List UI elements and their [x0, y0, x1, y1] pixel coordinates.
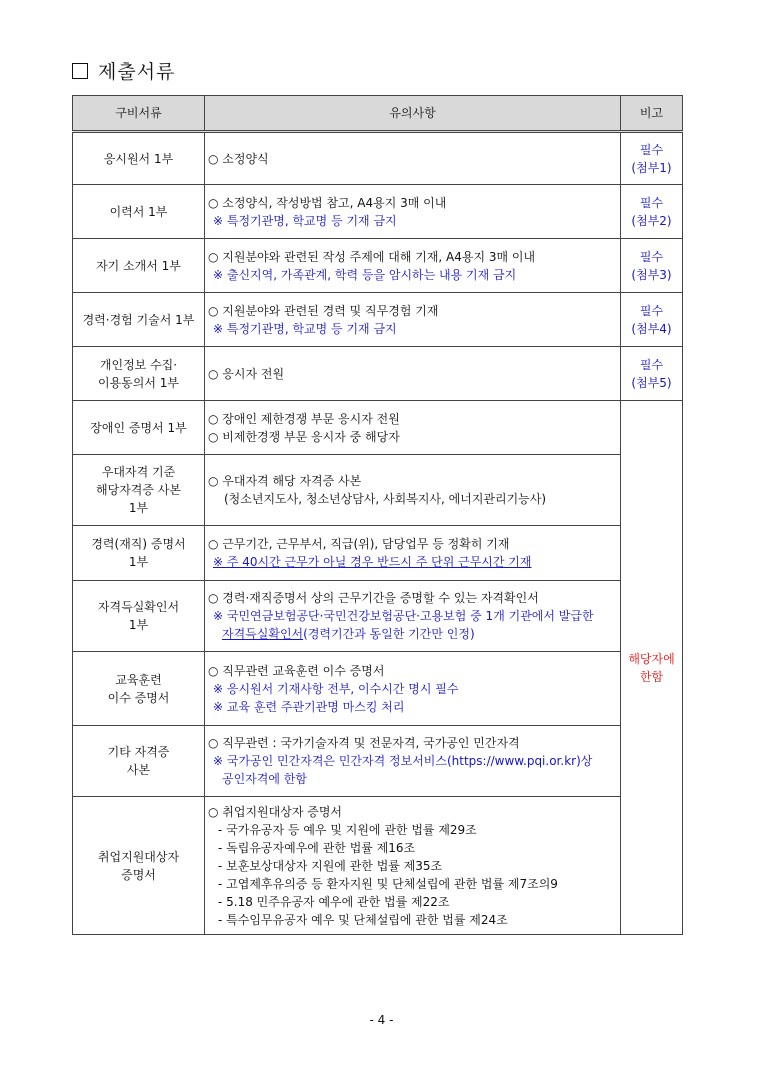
note-line: ○ 직무관련 : 국가기술자격 및 전문자격, 국가공인 민간자격 [208, 736, 520, 750]
doc-name: 경력(재직) 증명서 1부 [73, 526, 205, 581]
note-line: ○ 소정양식, 작성방법 참고, A4용지 3매 이내 [208, 195, 447, 210]
doc-name: 자격득실확인서 1부 [73, 581, 205, 652]
notes-cell [205, 239, 621, 293]
table-row [73, 652, 683, 726]
note-line: ○ 취업지원대상자 증명서 [208, 804, 343, 819]
note-warning: ※ 주 40시간 근무가 아닐 경우 반드시 주 단위 근무시간 기재 [213, 555, 532, 569]
documents-table [72, 95, 683, 935]
table-row [73, 132, 683, 185]
merged-remark-cell: 해당자에 한함 [621, 401, 683, 935]
note-warning: ※ 특정기관명, 학교명 등 기재 금지 [213, 213, 397, 228]
table-row [73, 239, 683, 293]
doc-name: 이력서 1부 [73, 185, 205, 239]
note-line: ○ 직무관련 교육훈련 이수 증명서 [208, 663, 385, 678]
doc-name: 경력·경험 기술서 1부 [73, 293, 205, 347]
note-line: ○ 우대자격 해당 자격증 사본 [208, 474, 362, 488]
notes-cell [205, 726, 621, 797]
note-line: ○ 근무기간, 근무부서, 직급(위), 담당업무 등 정확히 기재 [208, 537, 510, 551]
table-row [73, 293, 683, 347]
note-warning: ※ 교육 훈련 주관기관명 마스킹 처리 [213, 699, 405, 714]
law-item: - 독립유공자예우에 관한 법률 제16조 [218, 840, 416, 855]
note-warning: ※ 응시원서 기재사항 전부, 이수시간 명시 필수 [213, 681, 459, 696]
header-notes: 유의사항 [205, 96, 621, 132]
note-warning: ※ 특정기관명, 학교명 등 기재 금지 [213, 321, 397, 336]
notes-cell [205, 401, 621, 455]
doc-name: 응시원서 1부 [73, 132, 205, 185]
law-item: - 국가유공자 등 예우 및 지원에 관한 법률 제29조 [218, 822, 477, 837]
note-warning: ※ 국민연금보험공단·국민건강보험공단·고용보험 중 1개 기관에서 발급한 [213, 609, 594, 623]
remark-cell: 필수 (첨부4) [621, 293, 683, 347]
doc-name: 개인정보 수집· 이용동의서 1부 [73, 347, 205, 401]
section-heading [72, 57, 175, 84]
remark-cell: 필수 (첨부1) [621, 132, 683, 185]
checkbox-square-icon [72, 63, 88, 79]
notes-cell [205, 132, 621, 185]
notes-cell [205, 526, 621, 581]
doc-name: 기타 자격증 사본 [73, 726, 205, 797]
law-item: - 5.18 민주유공자 예우에 관한 법률 제22조 [218, 894, 450, 909]
notes-cell [205, 293, 621, 347]
header-doc: 구비서류 [73, 96, 205, 132]
note-suffix: (경력기간과 동일한 기간만 인정) [303, 627, 475, 641]
note-warning: ※ 국가공인 민간자격은 민간자격 정보서비스(https://www.pqi.or.kr)상 [213, 754, 593, 768]
note-line: ○ 지원분야와 관련된 경력 및 직무경험 기재 [208, 303, 439, 318]
doc-name: 우대자격 기준 해당자격증 사본 1부 [73, 455, 205, 526]
notes-cell [205, 185, 621, 239]
note-warning-cont [208, 625, 617, 643]
section-title: 제출서류 [98, 61, 176, 83]
table-row [73, 526, 683, 581]
doc-name: 자기 소개서 1부 [73, 239, 205, 293]
notes-cell [205, 455, 621, 526]
notes-cell [205, 797, 621, 935]
table-header-row [73, 96, 683, 132]
note-line: (청소년지도사, 청소년상담사, 사회복지사, 에너지관리기능사) [224, 492, 547, 506]
note-line: ○ 경력·재직증명서 상의 근무기간을 증명할 수 있는 자격확인서 [208, 591, 539, 605]
note-line: ○ 응시자 전원 [208, 366, 285, 381]
table-row [73, 401, 683, 455]
notes-cell [205, 347, 621, 401]
law-item: - 특수임무유공자 예우 및 단체설립에 관한 법률 제24조 [218, 912, 508, 927]
note-line: ○ 지원분야와 관련된 작성 주제에 대해 기재, A4용지 3매 이내 [208, 249, 536, 264]
underlined-term: 자격득실확인서 [222, 627, 304, 641]
table-row [73, 581, 683, 652]
notes-cell [205, 652, 621, 726]
note-warning: ※ 출신지역, 가족관계, 학력 등을 암시하는 내용 기재 금지 [213, 267, 517, 282]
law-item: - 고엽제후유의증 등 환자지원 및 단체설립에 관한 법률 제7조의9 [218, 876, 558, 891]
page-number: - 4 - [369, 1013, 394, 1027]
remark-cell: 필수 (첨부5) [621, 347, 683, 401]
note-warning-cont: 공인자격에 한함 [222, 772, 307, 786]
remark-cell: 필수 (첨부2) [621, 185, 683, 239]
table-row [73, 347, 683, 401]
law-item: - 보훈보상대상자 지원에 관한 법률 제35조 [218, 858, 443, 873]
note-line: ○ 비제한경쟁 부문 응시자 중 해당자 [208, 429, 400, 444]
note-line: ○ 장애인 제한경쟁 부문 응시자 전원 [208, 411, 400, 426]
doc-name: 장애인 증명서 1부 [73, 401, 205, 455]
table-row [73, 726, 683, 797]
table-row [73, 797, 683, 935]
doc-name: 교육훈련 이수 증명서 [73, 652, 205, 726]
note-line: ○ 소정양식 [208, 151, 269, 166]
table-row [73, 455, 683, 526]
notes-cell [205, 581, 621, 652]
remark-cell: 필수 (첨부3) [621, 239, 683, 293]
header-remarks: 비고 [621, 96, 683, 132]
doc-name: 취업지원대상자 증명서 [73, 797, 205, 935]
table-row [73, 185, 683, 239]
